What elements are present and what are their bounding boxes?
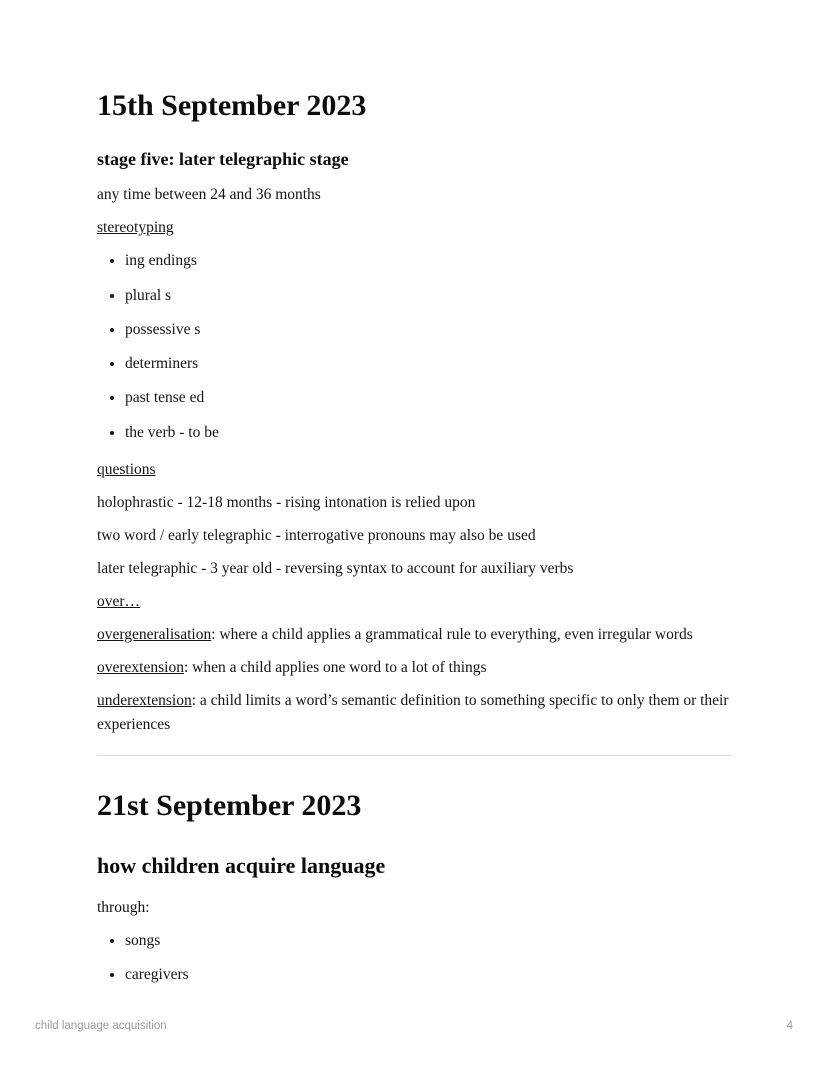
definition-text: : when a child applies one word to a lot of things xyxy=(183,659,487,677)
section-title: 15th September 2023 xyxy=(97,89,367,122)
label-questions: questions xyxy=(97,460,156,478)
list-item: • determiners xyxy=(125,352,731,375)
definition-term: overextension xyxy=(97,659,184,677)
list-item: • ing endings xyxy=(125,249,731,272)
definition-text: : where a child applies a grammatical rule to everything, even irregular words xyxy=(211,626,693,643)
footer-document-title: child language acquisition xyxy=(35,1020,167,1032)
subsection-title: how children acquire language xyxy=(97,853,386,879)
definition xyxy=(97,656,731,680)
paragraph: two word / early telegraphic - interrogative pronouns may also be used xyxy=(97,526,536,544)
intro-paragraph: any time between 24 and 36 months xyxy=(97,186,321,204)
subsection-title: stage five: later telegraphic stage xyxy=(97,149,349,169)
definition-text: : a child limits a word’s semantic definition to something specific to only them or their experiences xyxy=(97,692,729,734)
section-title: 21st September 2023 xyxy=(97,789,362,823)
stereotyping-list xyxy=(97,249,731,444)
definition xyxy=(97,689,731,737)
page-number: 4 xyxy=(786,1020,793,1032)
intro-paragraph: through: xyxy=(97,898,150,916)
acquisition-list xyxy=(97,929,731,987)
definition xyxy=(97,623,731,647)
label-over: over… xyxy=(97,592,141,610)
list-item: • past tense ed xyxy=(125,386,731,409)
list-item: • plural s xyxy=(125,284,731,307)
definition-term: underextension xyxy=(97,692,192,710)
section-15th-september xyxy=(97,88,731,737)
section-divider xyxy=(97,755,731,756)
section-21st-september xyxy=(97,788,731,986)
paragraph: later telegraphic - 3 year old - reversing syntax to account for auxiliary verbs xyxy=(97,559,574,577)
list-item: • possessive s xyxy=(125,318,731,341)
list-item: • songs xyxy=(125,929,731,952)
definition-term: overgeneralisation xyxy=(97,626,212,643)
list-item: • caregivers xyxy=(125,963,731,986)
page-footer xyxy=(35,1020,793,1032)
label-stereotyping: stereotyping xyxy=(97,219,174,237)
list-item: • the verb - to be xyxy=(125,421,731,444)
paragraph: holophrastic - 12-18 months - rising intonation is relied upon xyxy=(97,493,476,511)
